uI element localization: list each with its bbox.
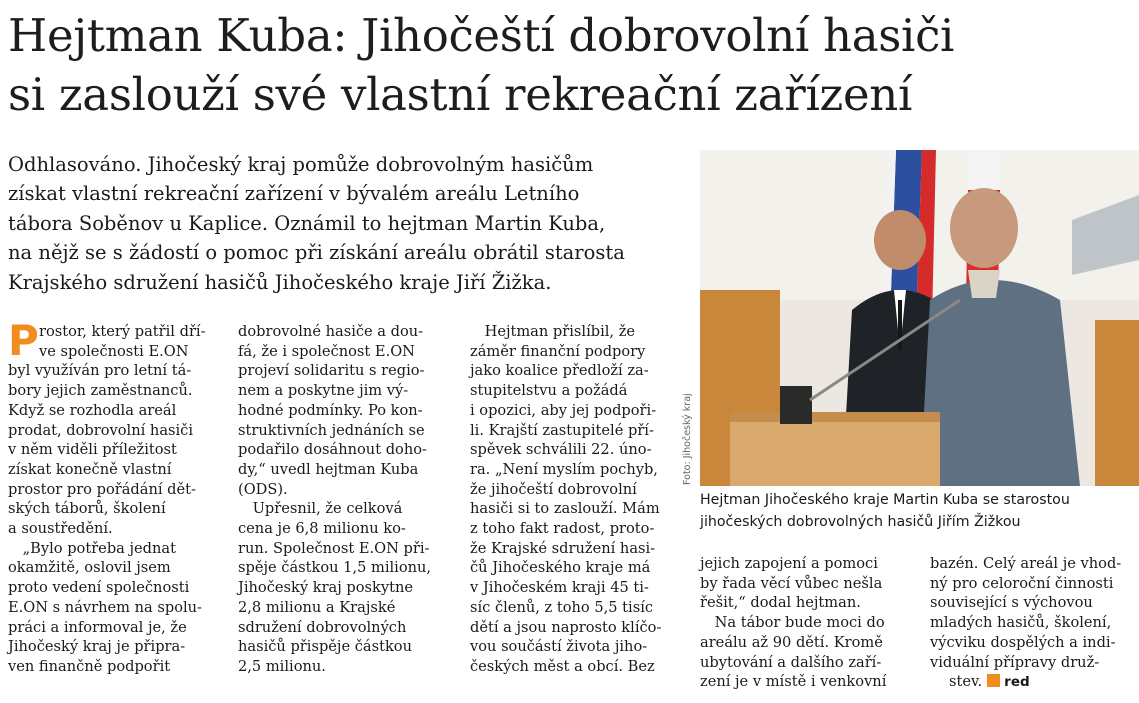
text-line: Jihočeský kraj poskytne (238, 579, 414, 597)
drop-cap: P (8, 316, 39, 365)
text-line: jako koalice předloží za- (470, 362, 649, 380)
text-line: záměr finanční podpory (470, 342, 646, 360)
text-line: projeví solidaritu s regio- (238, 362, 425, 380)
text-line: fá, že i společnost E.ON (238, 342, 415, 360)
text-line: Hejtman přislíbil, že (470, 323, 636, 340)
lead-line: získat vlastní rekreační zařízení v bývalém areálu Letního (8, 182, 580, 206)
body-column-4 (700, 554, 920, 692)
text-line: spěvek schválili 22. úno- (470, 441, 652, 459)
text-line: vou součástí života jiho- (470, 638, 648, 656)
text-line: Upřesnil, že celková (238, 500, 403, 518)
text-line: struktivních jednáních se (238, 421, 425, 439)
text-line: mladých hasičů, školení, (930, 614, 1112, 632)
text-line: run. Společnost E.ON při- (238, 539, 430, 557)
text-line: bory jejich zaměstnanců. (8, 382, 193, 400)
text-line: jejich zapojení a pomoci (700, 555, 878, 572)
last-line-text: stev. (949, 673, 983, 691)
text-line: související s výchovou (930, 594, 1093, 612)
caption-line: jihočeských dobrovolných hasičů Jiřím Žižkou (700, 513, 1021, 530)
text-line: Když se rozhodla areál (8, 401, 177, 419)
text-line: ven finančně podpořit (8, 657, 171, 675)
headline-line: si zaslouží své vlastní rekreační zařízení (8, 68, 913, 121)
text-line: síc členů, z toho 5,5 tisíc (470, 598, 654, 616)
text-line: i opozici, aby jej podpoři- (470, 401, 657, 419)
photo-illustration (700, 150, 1139, 486)
text-line: ských táborů, školení (8, 500, 166, 518)
text-line: řešit,“ dodal hejtman. (700, 594, 861, 612)
text-line: „Bylo potřeba jednat (8, 539, 176, 557)
text-line: dobrovolné hasiče a dou- (238, 323, 424, 340)
text-line: dětí a jsou naprosto klíčo- (470, 618, 662, 636)
text-line: že jihočeští dobrovolní (470, 480, 637, 498)
body-column-2 (238, 322, 460, 677)
text-line: li. Krajští zastupitelé pří- (470, 421, 654, 439)
text-line: čů Jihočeského kraje má (470, 559, 651, 577)
text-line: ve společnosti E.ON (39, 342, 189, 360)
article-lead (8, 150, 688, 297)
text-line: cena je 6,8 milionu ko- (238, 520, 406, 538)
text-line: Na tábor bude moci do (700, 614, 885, 632)
text-line: stupitelstvu a požádá (470, 382, 628, 400)
text-line: okamžitě, oslovil jsem (8, 559, 171, 577)
text-line: 2,8 milionu a Krajské (238, 598, 396, 616)
lead-line: na nějž se s žádostí o pomoc při získání areálu obrátil starosta (8, 241, 625, 265)
text-line: 2,5 milionu. (238, 657, 326, 675)
text-line: rostor, který patřil dří- (39, 323, 206, 340)
text-line: nem a poskytne jim vý- (238, 382, 409, 400)
text-line: proto vedení společnosti (8, 579, 190, 597)
text-line: prodat, dobrovolní hasiči (8, 421, 194, 439)
text-line: E.ON s návrhem na spolu- (8, 598, 202, 616)
text-line: výcviku dospělých a indi- (930, 633, 1116, 651)
text-line: práci a informoval je, že (8, 618, 187, 636)
text-line: areálu až 90 dětí. Kromě (700, 633, 883, 651)
text-line: dy,“ uvedl hejtman Kuba (238, 460, 419, 478)
text-line: ný pro celoroční činnosti (930, 574, 1114, 592)
photo-credit: Foto: Jihočeský kraj (682, 393, 693, 485)
article-headline (8, 6, 1128, 124)
body-column-3 (470, 322, 685, 677)
text-line: by řada věcí vůbec nešla (700, 574, 883, 592)
lead-line: Krajského sdružení hasičů Jihočeského kraje Jiří Žižka. (8, 270, 552, 294)
text-line: hasičů přispěje částkou (238, 638, 412, 656)
text-line: a soustředění. (8, 520, 113, 538)
lead-line: Odhlasováno. Jihočeský kraj pomůže dobrovolným hasičům (8, 153, 594, 176)
text-line: z toho fakt radost, proto- (470, 520, 655, 538)
article-photo (700, 150, 1139, 486)
text-line: spěje částkou 1,5 milionu, (238, 559, 432, 577)
author-square-icon (987, 674, 1000, 687)
text-line: byl využíván pro letní tá- (8, 362, 192, 380)
text-line: sdružení dobrovolných (238, 618, 407, 636)
text-line: v Jihočeském kraji 45 ti- (470, 579, 649, 597)
text-line: podařilo dosáhnout doho- (238, 441, 427, 459)
text-line: (ODS). (238, 480, 288, 498)
author-signature: red (1004, 674, 1030, 691)
text-line: ubytování a dalšího zaří- (700, 653, 882, 671)
caption-line: Hejtman Jihočeského kraje Martin Kuba se starostou (700, 492, 1070, 508)
lead-line: tábora Soběnov u Kaplice. Oznámil to hejtman Martin Kuba, (8, 211, 606, 235)
text-line: bazén. Celý areál je vhod- (930, 555, 1122, 572)
body-column-1 (8, 316, 228, 677)
headline-line: Hejtman Kuba: Jihočeští dobrovolní hasiči (8, 9, 955, 62)
text-line: viduální přípravy druž- (930, 653, 1100, 671)
col5-lines (930, 554, 1135, 672)
text-line: hodné podmínky. Po kon- (238, 401, 423, 419)
body-column-5 (930, 554, 1135, 693)
text-line: prostor pro pořádání dět- (8, 480, 196, 498)
text-line: v něm viděli příležitost (8, 441, 177, 459)
text-line: českých měst a obcí. Bez (470, 657, 655, 675)
text-line: získat konečně vlastní (8, 460, 172, 478)
text-line: hasiči si to zaslouží. Mám (470, 500, 660, 518)
last-line (930, 672, 1135, 693)
text-line: zení je v místě i venkovní (700, 673, 887, 691)
text-line: Jihočeský kraj je připra- (8, 638, 186, 656)
photo-caption (700, 490, 1130, 533)
text-line: že Krajské sdružení hasi- (470, 539, 656, 557)
text-line: ra. „Není myslím pochyb, (470, 460, 658, 478)
